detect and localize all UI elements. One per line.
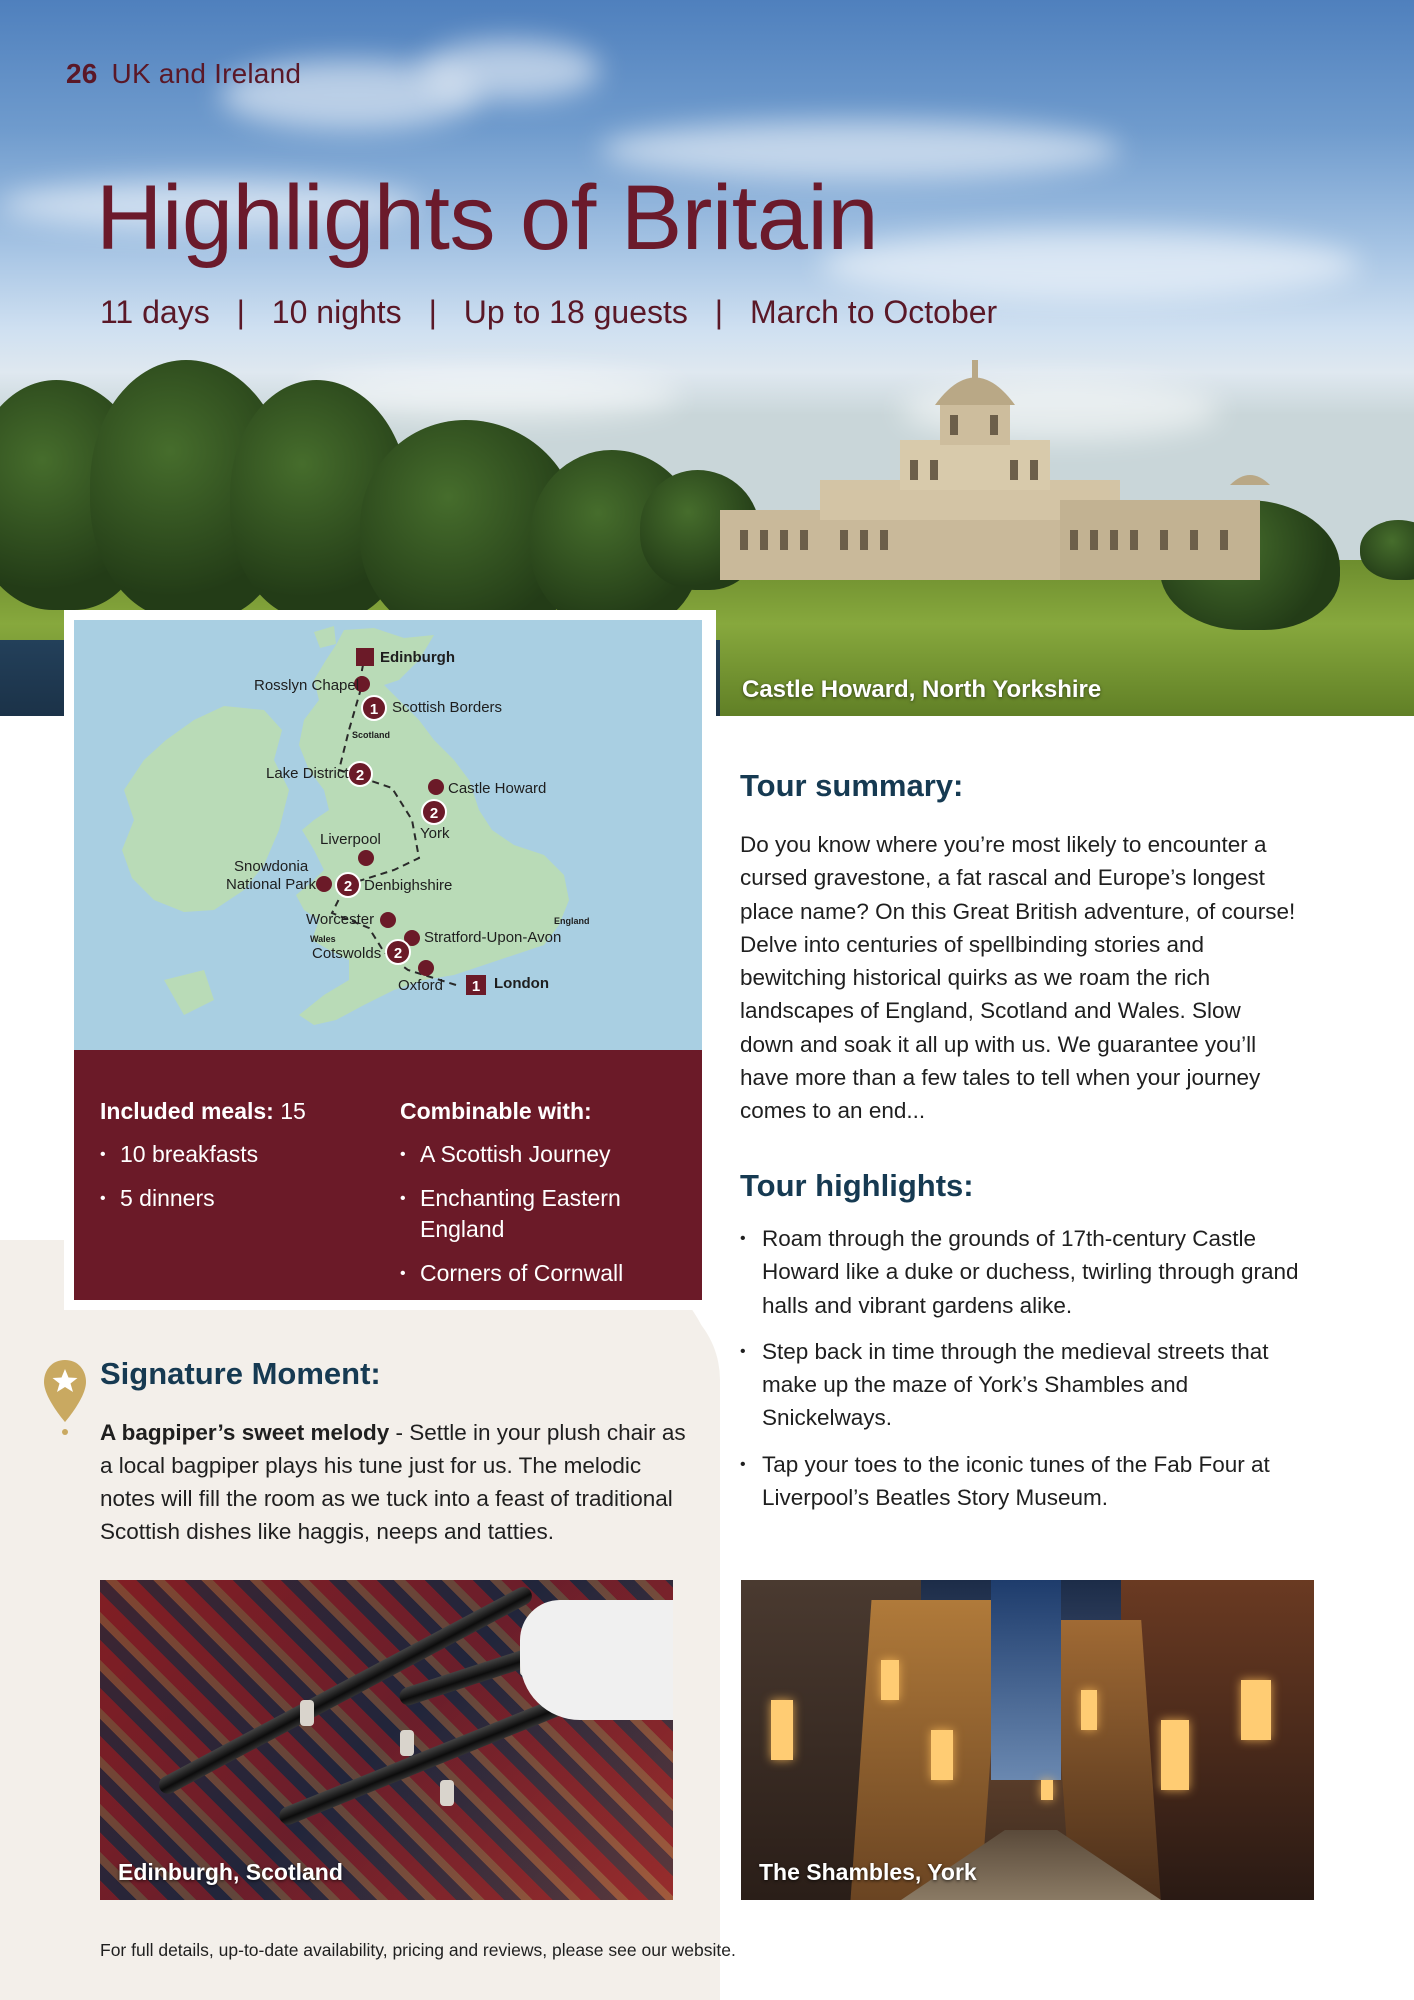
separator: | xyxy=(428,294,437,330)
tour-summary-title: Tour summary: xyxy=(740,768,964,803)
map-stop-cotswolds xyxy=(386,940,410,964)
castle-illustration xyxy=(710,360,1270,580)
list-item: • Roam through the grounds of 17th-century Castle Howard like a duke or duchess, twirling through grand halls and vibrant gardens alike. xyxy=(740,1222,1310,1322)
list-item: • A Scottish Journey xyxy=(400,1139,650,1170)
svg-text:1: 1 xyxy=(471,978,481,995)
highlights-list xyxy=(740,1222,1310,1527)
map-label-snowdonia: Snowdonia xyxy=(234,858,309,875)
page-number: 26 xyxy=(66,58,98,89)
trip-season: March to October xyxy=(750,294,998,330)
svg-text:1: 1 xyxy=(369,701,379,718)
meals-label: Included meals: xyxy=(100,1098,274,1124)
map-label-denbighshire: Denbighshire xyxy=(364,877,453,894)
list-item: • Tap your toes to the iconic tunes of the Fab Four at Liverpool’s Beatles Story Museum. xyxy=(740,1448,1310,1515)
signature-title: Signature Moment: xyxy=(100,1356,381,1391)
meals-heading xyxy=(100,1098,306,1125)
shambles-caption: The Shambles, York xyxy=(759,1859,977,1885)
map-marker-edinburgh xyxy=(356,648,374,666)
map-label-national-park: National Park xyxy=(226,876,317,893)
map-stop-scottish-borders xyxy=(362,696,386,720)
trip-nights: 10 nights xyxy=(271,294,402,330)
signature-text: - Settle in your plush chair as a local bagpiper plays his tune just for us. The melodic notes will fill the room as we tuck into a feast of traditional Scottish dishes like haggis, neeps and tatties. xyxy=(100,1420,686,1544)
page-title: Highlights of Britain xyxy=(96,167,879,269)
list-item: • 5 dinners xyxy=(100,1183,306,1214)
map-label-oxford: Oxford xyxy=(398,977,444,994)
hero-caption: Castle Howard, North Yorkshire xyxy=(742,676,1102,703)
map-marker-snowdonia xyxy=(316,876,332,892)
separator: | xyxy=(714,294,724,330)
map-stop-lake-district xyxy=(348,762,372,786)
bagpipes-photo xyxy=(100,1580,673,1900)
page-header xyxy=(66,58,301,90)
meals-column xyxy=(100,1098,306,1227)
svg-text:2: 2 xyxy=(343,878,353,895)
list-item: • Enchanting Eastern England xyxy=(400,1183,650,1245)
map-marker-liverpool xyxy=(358,850,374,866)
trip-info-panel xyxy=(74,1050,702,1300)
star-pin-icon xyxy=(42,1358,88,1438)
map-label-edinburgh: Edinburgh xyxy=(380,649,455,666)
map-label-wales: Wales xyxy=(310,934,336,944)
trip-days: 11 days xyxy=(100,294,210,330)
map-label-worcester: Worcester xyxy=(306,911,375,928)
separator: | xyxy=(236,294,245,330)
shambles-photo xyxy=(741,1580,1314,1900)
map-marker-worcester xyxy=(380,912,396,928)
map-label-liverpool: Liverpool xyxy=(320,831,381,848)
trip-guests: Up to 18 guests xyxy=(463,294,688,330)
combinable-column xyxy=(400,1098,650,1302)
tour-highlights-title: Tour highlights: xyxy=(740,1168,974,1203)
map-label-stratford: Stratford-Upon-Avon xyxy=(424,929,562,946)
map-label-borders: Scottish Borders xyxy=(392,699,503,716)
combinable-list xyxy=(400,1139,650,1289)
route-map xyxy=(74,620,702,1050)
trip-facts xyxy=(100,294,997,331)
signature-body xyxy=(100,1416,690,1548)
map-label-lake: Lake District xyxy=(266,765,349,782)
map-marker-castle-howard xyxy=(428,779,444,795)
signature-lead: A bagpiper’s sweet melody xyxy=(100,1420,390,1445)
map-label-rosslyn: Rosslyn Chapel xyxy=(254,677,360,694)
map-stop-denbighshire xyxy=(336,873,360,897)
tour-summary-text: Do you know where you’re most likely to encounter a cursed gravestone, a fat rascal and Europe’s longest place name? On this Great British adventure, of course! Delve into centuries of spellbinding stories and bewitching historical quirks as we roam the rich landscapes of England, Scotland and Wales. Slow down and soak it all up with us. We guarantee you’ll have more than a few tales to tell when your journey comes to an end... xyxy=(740,832,1296,1124)
map-label-york: York xyxy=(420,825,450,842)
bagpipes-caption: Edinburgh, Scotland xyxy=(118,1859,343,1885)
map-stop-london xyxy=(466,975,486,995)
list-item: • 10 breakfasts xyxy=(100,1139,306,1170)
map-label-cotswolds: Cotswolds xyxy=(312,945,382,962)
svg-text:2: 2 xyxy=(355,767,365,784)
map-label-london: London xyxy=(494,975,549,992)
svg-text:2: 2 xyxy=(429,805,439,822)
meals-list xyxy=(100,1139,306,1214)
section-name: UK and Ireland xyxy=(111,58,302,89)
itinerary-card xyxy=(64,610,716,1310)
footer-note: For full details, up-to-date availability, pricing and reviews, please see our website. xyxy=(100,1940,736,1960)
map-label-scotland: Scotland xyxy=(352,730,391,740)
svg-text:2: 2 xyxy=(393,945,403,962)
map-stop-york xyxy=(422,800,446,824)
meals-count: 15 xyxy=(280,1098,306,1124)
hero-image xyxy=(0,0,1414,716)
list-item: • Corners of Cornwall xyxy=(400,1258,650,1289)
list-item: • Step back in time through the medieval streets that make up the maze of York’s Shambles and Snickelways. xyxy=(740,1335,1310,1435)
map-label-castle: Castle Howard xyxy=(448,780,547,797)
combinable-heading: Combinable with: xyxy=(400,1098,592,1124)
map-label-england: England xyxy=(554,916,590,926)
map-marker-oxford xyxy=(418,960,434,976)
